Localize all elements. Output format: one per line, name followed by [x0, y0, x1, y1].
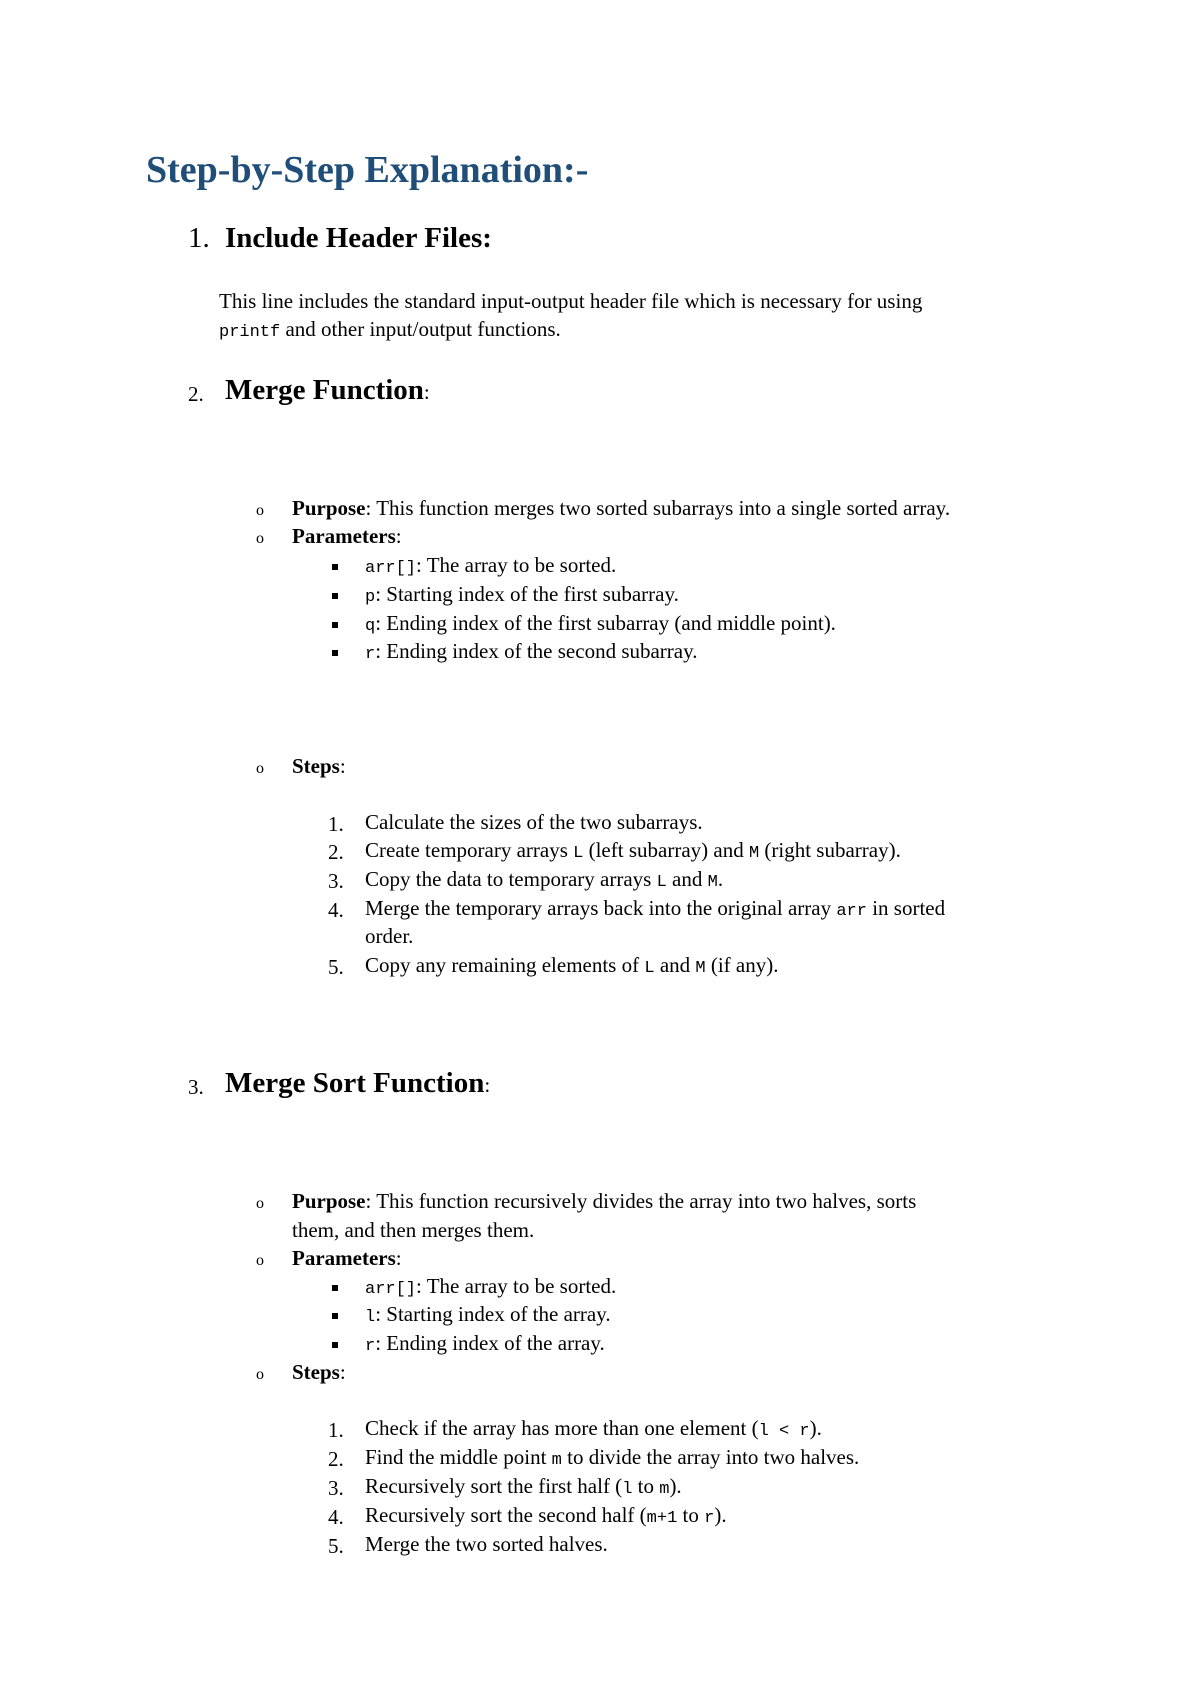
s2-step-2: Create temporary arrays L (left subarray) and M (right subarray). — [365, 838, 901, 863]
section-2-heading: Merge Function: — [225, 374, 430, 406]
s2-step-number: 5. — [328, 955, 344, 979]
bullet-circle-icon: o — [256, 502, 264, 519]
s3-step-4: Recursively sort the second half (m+1 to r). — [365, 1503, 727, 1528]
bullet-circle-icon: o — [256, 1252, 264, 1269]
bullet-circle-icon: o — [256, 1195, 264, 1212]
s3-purpose: Purpose: This function recursively divides the array into two halves, sorts — [292, 1189, 917, 1213]
s2-param-r: r: Ending index of the second subarray. — [365, 639, 698, 664]
bullet-circle-icon: o — [256, 760, 264, 777]
s3-step-number: 1. — [328, 1418, 344, 1442]
s3-step-number: 5. — [328, 1534, 344, 1558]
section-2-number: 2. — [188, 382, 204, 406]
s2-step-1: Calculate the sizes of the two subarrays. — [365, 810, 703, 834]
s3-param-r: r: Ending index of the array. — [365, 1331, 605, 1356]
s3-step-number: 3. — [328, 1476, 344, 1500]
section-1-paragraph-line1: This line includes the standard input-output header file which is necessary for using — [219, 289, 923, 313]
s2-parameters-label: Parameters: — [292, 524, 402, 548]
square-bullet-icon — [332, 564, 338, 570]
bullet-circle-icon: o — [256, 1366, 264, 1383]
s3-step-2: Find the middle point m to divide the array into two halves. — [365, 1445, 860, 1470]
square-bullet-icon — [332, 622, 338, 628]
s2-step-3: Copy the data to temporary arrays L and M. — [365, 867, 724, 892]
s2-steps-label: Steps: — [292, 754, 346, 778]
s2-step-number: 4. — [328, 898, 344, 922]
section-1-heading: Include Header Files: — [225, 222, 492, 254]
s2-step-5: Copy any remaining elements of L and M (if any). — [365, 953, 779, 978]
s2-param-arr: arr[]: The array to be sorted. — [365, 553, 617, 578]
s3-param-arr: arr[]: The array to be sorted. — [365, 1274, 617, 1299]
square-bullet-icon — [332, 593, 338, 599]
section-1-number: 1. — [188, 222, 210, 254]
document-title: Step-by-Step Explanation:- — [146, 149, 589, 191]
s3-step-1: Check if the array has more than one element (l < r). — [365, 1416, 822, 1441]
s3-steps-label: Steps: — [292, 1360, 346, 1384]
s3-step-number: 4. — [328, 1505, 344, 1529]
s2-step-number: 1. — [328, 812, 344, 836]
s3-param-l: l: Starting index of the array. — [365, 1302, 611, 1327]
s3-step-3: Recursively sort the first half (l to m). — [365, 1474, 682, 1499]
s3-step-number: 2. — [328, 1447, 344, 1471]
s2-param-q: q: Ending index of the first subarray (and middle point). — [365, 611, 836, 636]
s2-step-4: Merge the temporary arrays back into the original array arr in sorted — [365, 896, 946, 921]
s3-parameters-label: Parameters: — [292, 1246, 402, 1270]
section-3-number: 3. — [188, 1075, 204, 1099]
s2-purpose: Purpose: This function merges two sorted subarrays into a single sorted array. — [292, 496, 951, 520]
s2-step-number: 3. — [328, 869, 344, 893]
square-bullet-icon — [332, 1285, 338, 1291]
s2-param-p: p: Starting index of the first subarray. — [365, 582, 679, 607]
s3-step-5: Merge the two sorted halves. — [365, 1532, 608, 1556]
s2-step-4-cont: order. — [365, 924, 414, 948]
code-printf: printf — [219, 323, 281, 342]
square-bullet-icon — [332, 650, 338, 656]
section-3-heading: Merge Sort Function: — [225, 1067, 491, 1099]
section-1-paragraph-line2: printf and other input/output functions. — [219, 317, 561, 342]
s2-step-number: 2. — [328, 840, 344, 864]
square-bullet-icon — [332, 1313, 338, 1319]
s3-purpose-cont: them, and then merges them. — [292, 1218, 535, 1242]
square-bullet-icon — [332, 1342, 338, 1348]
bullet-circle-icon: o — [256, 530, 264, 547]
